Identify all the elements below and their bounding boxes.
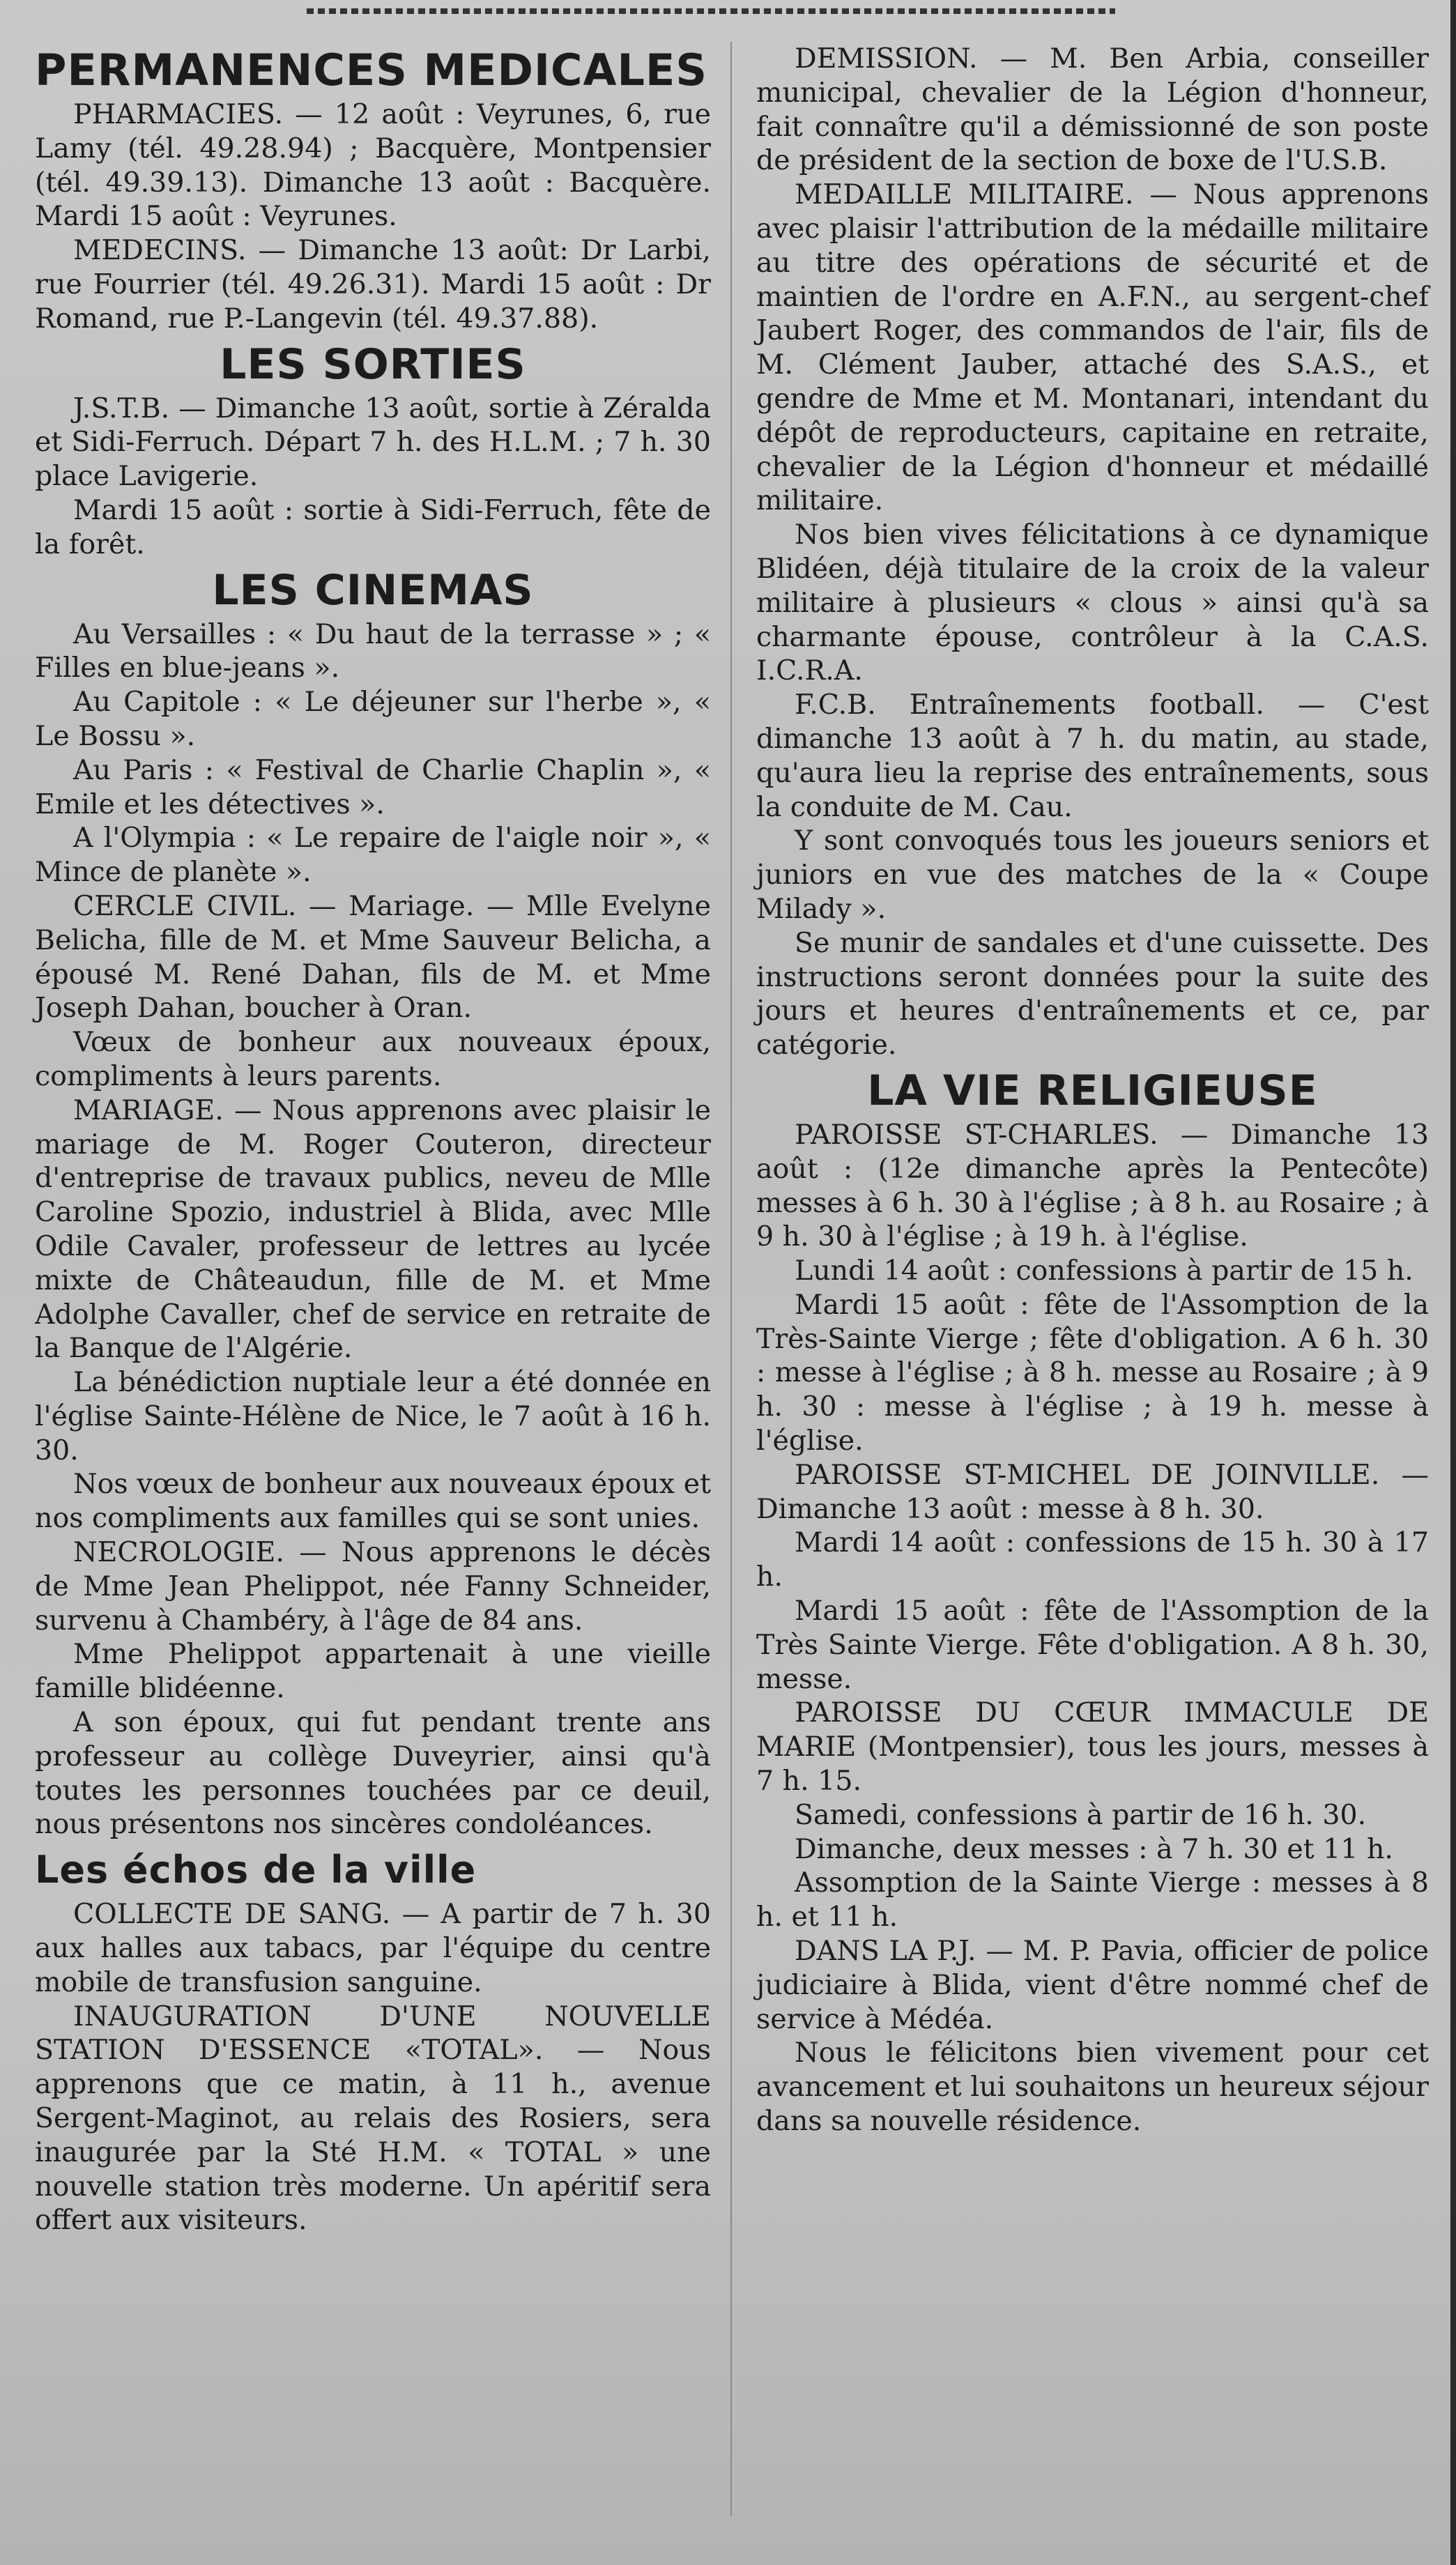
article-paroisse-st-charles: PAROISSE ST-CHARLES. — Dimanche 13 août : (12e dimanche après la Pentecôte) messes à 6 h. 30 à l'église ; à 8 h. au Rosaire ; à 9 h. 30 à l'église ; à 19 h. à l'église. [756,1118,1429,1253]
article-joueurs-convoques: Y sont convoqués tous les joueurs seniors et juniors en vue des matches de la « Coupe Milady ». [756,825,1429,925]
article-cercle-civil: CERCLE CIVIL. — Mariage. — Mlle Evelyne Belicha, fille de M. et Mme Sauveur Belicha, a épousé M. René Dahan, fils de M. et Mme Joseph Dahan, boucher à Oran. [35,889,711,1025]
article-condoleances: A son époux, qui fut pendant trente ans professeur au collège Duveyrier, ainsi qu'à toutes les personnes touchées par ce deuil, nous présentons nos sincères condoléances. [35,1706,711,1841]
article-samedi-confessions: Samedi, confessions à partir de 16 h. 30. [795,1798,1367,1831]
article-famille-blideenne: Mme Phelippot appartenait à une vieille famille blidéenne. [35,1638,711,1705]
article-paroisse-coeur-immacule: PAROISSE DU CŒUR IMMACULE DE MARIE (Montpensier), tous les jours, messes à 7 h. 15. [756,1697,1429,1798]
section-title-permanences: PERMANENCES MEDICALES [35,45,708,95]
section-title-cinemas: LES CINEMAS [212,565,534,615]
left-column [35,42,711,2237]
article-station-total: INAUGURATION D'UNE NOUVELLE STATION D'ESSENCE «TOTAL». — Nous apprenons que ce matin, à 11 h., avenue Sergent-Maginot, au relais des Rosiers, sera inaugurée par la Sté H.M. « TOTAL » une nouvelle station très moderne. Un apéritif sera offert aux visiteurs. [35,2000,711,2237]
page-edge [1450,0,1456,2565]
article-dans-la-pj: DANS LA P.J. — M. P. Pavia, officier de police judiciaire à Blida, vient d'être nommé chef de service à Médéa. [756,1935,1429,2035]
article-assomption-messes: Assomption de la Sainte Vierge : messes à 8 h. et 11 h. [756,1867,1429,1934]
article-paroisse-st-michel: PAROISSE ST-MICHEL DE JOINVILLE. — Dimanche 13 août : messe à 8 h. 30. [756,1458,1429,1525]
section-title-echos: Les échos de la ville [35,1848,477,1892]
section-title-vie-religieuse: LA VIE RELIGIEUSE [867,1066,1318,1115]
article-lundi-confessions: Lundi 14 août : confessions à partir de 15 h. [795,1255,1413,1287]
article-voeux-familles: Nos vœux de bonheur aux nouveaux époux et nos compliments aux familles qui se sont unies. [35,1468,711,1535]
article-st-michel-confessions: Mardi 14 août : confessions de 15 h. 30 à 17 h. [756,1526,1429,1593]
cinema-versailles: Au Versailles : « Du haut de la terrasse » ; « Filles en blue-jeans ». [35,618,711,684]
section-title-sorties: LES SORTIES [220,339,526,389]
article-collecte-sang: COLLECTE DE SANG. — A partir de 7 h. 30 aux halles aux tabacs, par l'équipe du centre mobile de transfusion sanguine. [35,1898,711,1998]
article-benediction: La bénédiction nuptiale leur a été donnée en l'église Sainte-Hélène de Nice, le 7 août à 16 h. 30. [35,1366,711,1467]
top-dotted-rule [307,8,1115,14]
article-felicitons: Nous le félicitons bien vivement pour cet avancement et lui souhaitons un heureux séjour dans sa nouvelle résidence. [756,2037,1429,2138]
article-fcb-football: F.C.B. Entraînements football. — C'est dimanche 13 août à 7 h. du matin, au stade, qu'aura lieu la reprise des entraînements, sous la conduite de M. Cau. [756,689,1429,823]
article-pharmacies: PHARMACIES. — 12 août : Veyrunes, 6, rue Lamy (tél. 49.28.94) ; Bacquère, Montpensier (tél. 49.39.13). Dimanche 13 août : Bacquère. Mardi 15 août : Veyrunes. [35,98,711,233]
cinema-olympia: A l'Olympia : « Le repaire de l'aigle noir », « Mince de planète ». [35,822,711,889]
article-medaille-militaire: MEDAILLE MILITAIRE. — Nous apprenons avec plaisir l'attribution de la médaille militaire au titre des opérations de sécurité et de maintien de l'ordre en A.F.N., au sergent-chef Jaubert Roger, des commandos de l'air, fils de M. Clément Jauber, attaché des S.A.S., et gendre de Mme et M. Montanari, intendant du dépôt de reproducteurs, capitaine en retraite, chevalier de la Légion d'honneur et médaillé militaire. [756,178,1429,517]
article-st-michel-assomption: Mardi 15 août : fête de l'Assomption de la Très Sainte Vierge. Fête d'obligation. A 8 h. 30, messe. [756,1595,1429,1695]
cinema-paris: Au Paris : « Festival de Charlie Chaplin », « Emile et les détectives ». [35,753,711,820]
cinema-capitole: Au Capitole : « Le déjeuner sur l'herbe », « Le Bossu ». [35,686,711,752]
article-assomption-st-charles: Mardi 15 août : fête de l'Assomption de la Très-Sainte Vierge ; fête d'obligation. A 6 h. 30 : messe à l'église ; à 8 h. messe au Rosaire ; à 9 h. 30 : messe à l'église ; à 19 h. messe à l'église. [756,1288,1429,1457]
column-divider [730,42,732,2516]
article-sortie-sidi-ferruch: Mardi 15 août : sortie à Sidi-Ferruch, fête de la forêt. [35,493,711,560]
article-mariage: MARIAGE. — Nous apprenons avec plaisir le mariage de M. Roger Couteron, directeur d'entreprise de travaux publics, neveu de Mlle Caroline Spozio, industriel à Blida, avec Mlle Odile Cavaler, professeur de lettres au lycée mixte de Châteaudun, fille de M. et Mme Adolphe Cavaller, chef de service en retraite de la Banque de l'Algérie. [35,1094,711,1365]
article-felicitations: Nos bien vives félicitations à ce dynamique Blidéen, déjà titulaire de la croix de la valeur militaire à plusieurs « clous » ainsi qu'à sa charmante épouse, contrôleur à la C.A.S. I.C.R.A. [756,519,1429,687]
article-jstb: J.S.T.B. — Dimanche 13 août, sortie à Zéralda et Sidi-Ferruch. Départ 7 h. des H.L.M. ; 7 h. 30 place Lavigerie. [35,392,711,493]
article-demission: DEMISSION. — M. Ben Arbia, conseiller municipal, chevalier de la Légion d'honneur, fait connaître qu'il a démissionné de son poste de président de la section de boxe de l'U.S.B. [756,43,1429,177]
article-medecins: MEDECINS. — Dimanche 13 août: Dr Larbi, rue Fourrier (tél. 49.26.31). Mardi 15 août : Dr Romand, rue P.-Langevin (tél. 49.37.88). [35,234,711,335]
article-sandales: Se munir de sandales et d'une cuissette. Des instructions seront données pour la suite des jours et heures d'entraînements et ce, par catégorie. [756,926,1429,1062]
article-voeux: Vœux de bonheur aux nouveaux époux, compliments à leurs parents. [35,1026,711,1092]
article-necrologie: NECROLOGIE. — Nous apprenons le décès de Mme Jean Phelippot, née Fanny Schneider, survenu à Chambéry, à l'âge de 84 ans. [35,1536,711,1637]
article-dimanche-messes: Dimanche, deux messes : à 7 h. 30 et 11 h. [795,1832,1393,1865]
right-column [756,42,1429,2138]
